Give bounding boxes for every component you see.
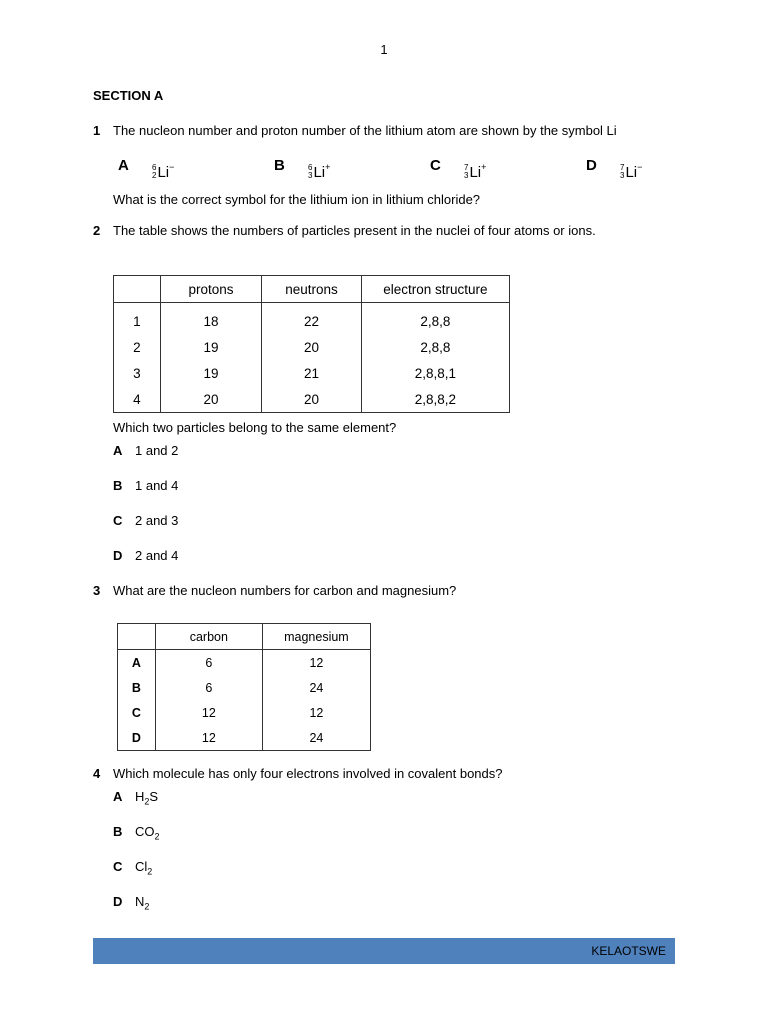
- question-3: [93, 583, 456, 598]
- option-letter: A: [113, 789, 123, 804]
- table-cell: 6: [155, 650, 262, 676]
- table-cell: 2: [114, 334, 161, 360]
- table-row[interactable]: [118, 700, 371, 725]
- formula: $CO_2$: [135, 824, 160, 842]
- q1-option-c[interactable]: [430, 157, 486, 181]
- option-letter: B: [113, 824, 123, 839]
- table-cell: 19: [160, 360, 261, 386]
- table-header-cell: carbon: [155, 624, 262, 650]
- table-row: [114, 386, 510, 413]
- table-cell: 24: [262, 725, 370, 751]
- nuclide-symbol: 6 3 Li +: [308, 162, 331, 181]
- formula: $H_2S$: [135, 789, 159, 807]
- table-cell: 4: [114, 386, 161, 413]
- table-row[interactable]: [118, 675, 371, 700]
- q4-option-c[interactable]: [113, 859, 152, 877]
- table-row: [114, 360, 510, 386]
- question-number: 4: [93, 766, 101, 781]
- particles-table: [113, 275, 510, 413]
- footer-text: KELAOTSWE: [591, 944, 666, 958]
- question-text: What are the nucleon numbers for carbon and magnesium?: [113, 583, 457, 598]
- q2-option-c[interactable]: [113, 513, 178, 528]
- q2-prompt: Which two particles belong to the same element?: [113, 420, 397, 435]
- q1-option-b[interactable]: [274, 157, 330, 181]
- option-text: 2 and 3: [135, 513, 179, 528]
- table-header-row: [114, 276, 510, 303]
- table-cell: 18: [160, 303, 261, 335]
- footer-bar: [93, 938, 675, 964]
- option-letter: D: [586, 157, 597, 174]
- table-cell: 12: [155, 700, 262, 725]
- table-row: [114, 334, 510, 360]
- option-letter: D: [113, 894, 123, 909]
- table-cell: D: [118, 725, 156, 751]
- q4-option-a[interactable]: [113, 789, 158, 807]
- formula: $Cl_2$: [135, 859, 153, 877]
- table-cell: A: [118, 650, 156, 676]
- table-cell: 20: [160, 386, 261, 413]
- table-cell: 19: [160, 334, 261, 360]
- table-header-cell: protons: [160, 276, 261, 303]
- table-cell: 1: [114, 303, 161, 335]
- table-header-cell: electron structure: [361, 276, 509, 303]
- nucleon-table: [117, 623, 371, 751]
- question-number: 2: [93, 223, 101, 238]
- q4-option-d[interactable]: [113, 894, 149, 912]
- q2-option-a[interactable]: [113, 443, 178, 458]
- option-text: 1 and 2: [135, 443, 179, 458]
- table-cell: 21: [262, 360, 362, 386]
- question-text: The table shows the numbers of particles present in the nuclei of four atoms or ions.: [113, 223, 596, 238]
- table-cell: 2,8,8: [361, 303, 509, 335]
- table-cell: 24: [262, 675, 370, 700]
- table-header-cell: neutrons: [262, 276, 362, 303]
- question-number: 1: [93, 123, 101, 138]
- question-number: 3: [93, 583, 101, 598]
- table-cell: 12: [262, 700, 370, 725]
- table-cell: 12: [155, 725, 262, 751]
- formula: $N_2$: [135, 894, 150, 912]
- q2-option-b[interactable]: [113, 478, 178, 493]
- q1-option-d[interactable]: [586, 157, 642, 181]
- table-cell: 22: [262, 303, 362, 335]
- table-cell: 2,8,8,1: [361, 360, 509, 386]
- question-text: The nucleon number and proton number of the lithium atom are shown by the symbol Li: [113, 123, 617, 138]
- table-cell: 20: [262, 386, 362, 413]
- table-cell: 6: [155, 675, 262, 700]
- option-letter: C: [113, 859, 123, 874]
- table-row[interactable]: [118, 650, 371, 676]
- table-header-cell: [114, 276, 161, 303]
- table-header-cell: [118, 624, 156, 650]
- nuclide-symbol: 7 3 Li +: [464, 162, 487, 181]
- nuclide-symbol: 6 2 Li −: [152, 162, 175, 181]
- question-text: Which molecule has only four electrons involved in covalent bonds?: [113, 766, 503, 781]
- table-row[interactable]: [118, 725, 371, 751]
- option-text: 1 and 4: [135, 478, 179, 493]
- option-letter: A: [118, 157, 129, 174]
- table-cell: C: [118, 700, 156, 725]
- nuclide-symbol: 7 3 Li −: [620, 162, 643, 181]
- table-cell: 3: [114, 360, 161, 386]
- table-header-cell: magnesium: [262, 624, 370, 650]
- table-cell: 12: [262, 650, 370, 676]
- table-cell: B: [118, 675, 156, 700]
- option-letter: C: [430, 157, 441, 174]
- table-cell: 2,8,8: [361, 334, 509, 360]
- section-title: SECTION A: [93, 88, 164, 103]
- option-letter: C: [113, 513, 123, 528]
- q1-option-a[interactable]: [118, 157, 174, 181]
- page-number: 1: [380, 42, 388, 57]
- table-cell: 2,8,8,2: [361, 386, 509, 413]
- question-2: [93, 223, 596, 238]
- q4-option-b[interactable]: [113, 824, 160, 842]
- q1-prompt: What is the correct symbol for the lithium ion in lithium chloride?: [113, 192, 481, 207]
- table-cell: 20: [262, 334, 362, 360]
- question-1: [93, 123, 617, 138]
- table-header-row: [118, 624, 371, 650]
- table-row: [114, 303, 510, 335]
- option-text: 2 and 4: [135, 548, 179, 563]
- option-letter: D: [113, 548, 123, 563]
- question-4: [93, 766, 503, 781]
- option-letter: B: [113, 478, 123, 493]
- q2-option-d[interactable]: [113, 548, 178, 563]
- option-letter: B: [274, 157, 285, 174]
- option-letter: A: [113, 443, 123, 458]
